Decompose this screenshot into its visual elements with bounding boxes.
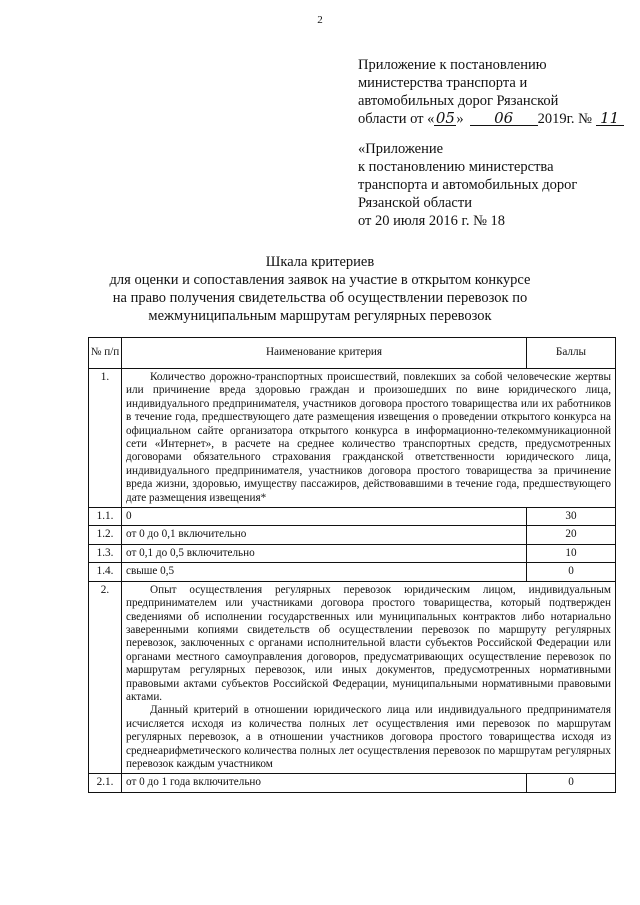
title-line: Шкала критериев: [265, 254, 375, 270]
row-score: 30: [527, 508, 616, 526]
appendix-date-prefix: области от «: [358, 111, 435, 127]
table-row: [89, 526, 616, 544]
row-name-text: Опыт осуществления регулярных перевозок юридическим лицом, индивидуальным предпринимателем или участниками договора простого товарищества, который подтвержден сведениями об исполнении государственных или муниципальных контрактов либо нотариально заверенными копиями свидетельств об осуществлении перевозок по маршруту регулярных перевозок, заключенных с органами исполнительной власти субъектов Российской Федерации или органами местного самоуправления договоров, предусматривающих осуществление перевозок по маршрутам регулярных перевозок, или иных документов, предусмотренных нормативными правовыми актами субъектов Российской Федерации, муниципальными нормативными правовыми актами.: [126, 583, 611, 703]
table-row: [89, 544, 616, 562]
row-score: 20: [527, 526, 616, 544]
table-row: [89, 563, 616, 581]
row-num: 2.: [89, 581, 122, 774]
row-score: 0: [527, 774, 616, 792]
row-num: 1.3.: [89, 544, 122, 562]
appendix-line: министерства транспорта и: [358, 75, 528, 91]
row-num: 1.4.: [89, 563, 122, 581]
row-name: [122, 369, 616, 508]
appendix-line: автомобильных дорог Рязанской: [358, 93, 559, 109]
row-name: от 0,1 до 0,5 включительно: [122, 544, 527, 562]
header-num: № п/п: [89, 338, 122, 369]
row-name: 0: [122, 508, 527, 526]
row-name: от 0 до 1 года включительно: [122, 774, 527, 792]
row-name: свыше 0,5: [122, 563, 527, 581]
row-name: [122, 581, 616, 774]
quoted-line: «Приложение: [358, 141, 444, 157]
title-line: для оценки и сопоставления заявок на участие в открытом конкурсе: [109, 272, 531, 288]
quoted-line: транспорта и автомобильных дорог: [358, 177, 578, 193]
criteria-table: [88, 337, 616, 793]
quoted-line: Рязанской области: [358, 195, 472, 211]
appendix-year: 2019г. №: [537, 111, 593, 127]
row-num: 2.1.: [89, 774, 122, 792]
title-line: на право получения свидетельства об осуществлении перевозок по: [112, 290, 528, 306]
row-name-text: Количество дорожно-транспортных происшествий, повлекших за собой человеческие жертвы или причинение вреда здоровью граждан и произошедших по вине юридического лица, индивидуального предпринимателя, участников договора простого товарищества или их работников в течение года, предшествующего дате размещения извещения о проведении открытого конкурса на официальном сайте организатора открытого конкурса в информационно-телекоммуникационной сети «Интернет», в расчете на среднее количество транспортных средств, предусмотренных договорами обязательного страхования гражданской ответственности юридического лица, индивидуального предпринимателя, участников договора простого товарищества за причинение вреда жизни, здоровью, имуществу пассажиров, действовавшими в течение года, предшествующего дате размещения извещения*: [126, 371, 611, 504]
appendix-date-line: [358, 110, 618, 128]
row-num: 1.: [89, 369, 122, 508]
row-score: 10: [527, 544, 616, 562]
appendix-day: 05: [435, 109, 455, 127]
appendix-date-mid: »: [456, 111, 464, 127]
row-num: 1.2.: [89, 526, 122, 544]
quoted-line: к постановлению министерства: [358, 159, 554, 175]
header-score: Баллы: [527, 338, 616, 369]
table-row: [89, 774, 616, 792]
table-row: [89, 369, 616, 508]
table-row: [89, 508, 616, 526]
header-name: Наименование критерия: [122, 338, 527, 369]
appendix-month: 06: [470, 111, 538, 126]
row-name-text: Данный критерий в отношении юридического лица или индивидуального предпринимателя исчисляется исходя из количества полных лет осуществления ими перевозок по маршрутам регулярных перевозок, а в отношении участников договора простого товарищества исходя из среднеарифметического количества полных лет осуществления перевозок по маршрутам регулярных перевозок каждым участником: [126, 704, 611, 770]
appendix-line: Приложение к постановлению: [358, 57, 547, 73]
row-name: от 0 до 0,1 включительно: [122, 526, 527, 544]
row-num: 1.1.: [89, 508, 122, 526]
page-number: 2: [317, 14, 323, 26]
table-header-row: [89, 338, 616, 369]
row-score: 0: [527, 563, 616, 581]
table-row: [89, 581, 616, 774]
document-title: [80, 253, 560, 325]
title-line: межмуниципальным маршрутам регулярных перевозок: [148, 308, 492, 324]
appendix-number: 11: [596, 111, 624, 126]
quoted-appendix: [358, 140, 618, 230]
quoted-line: от 20 июля 2016 г. № 18: [358, 213, 506, 229]
appendix-header: [358, 56, 618, 128]
